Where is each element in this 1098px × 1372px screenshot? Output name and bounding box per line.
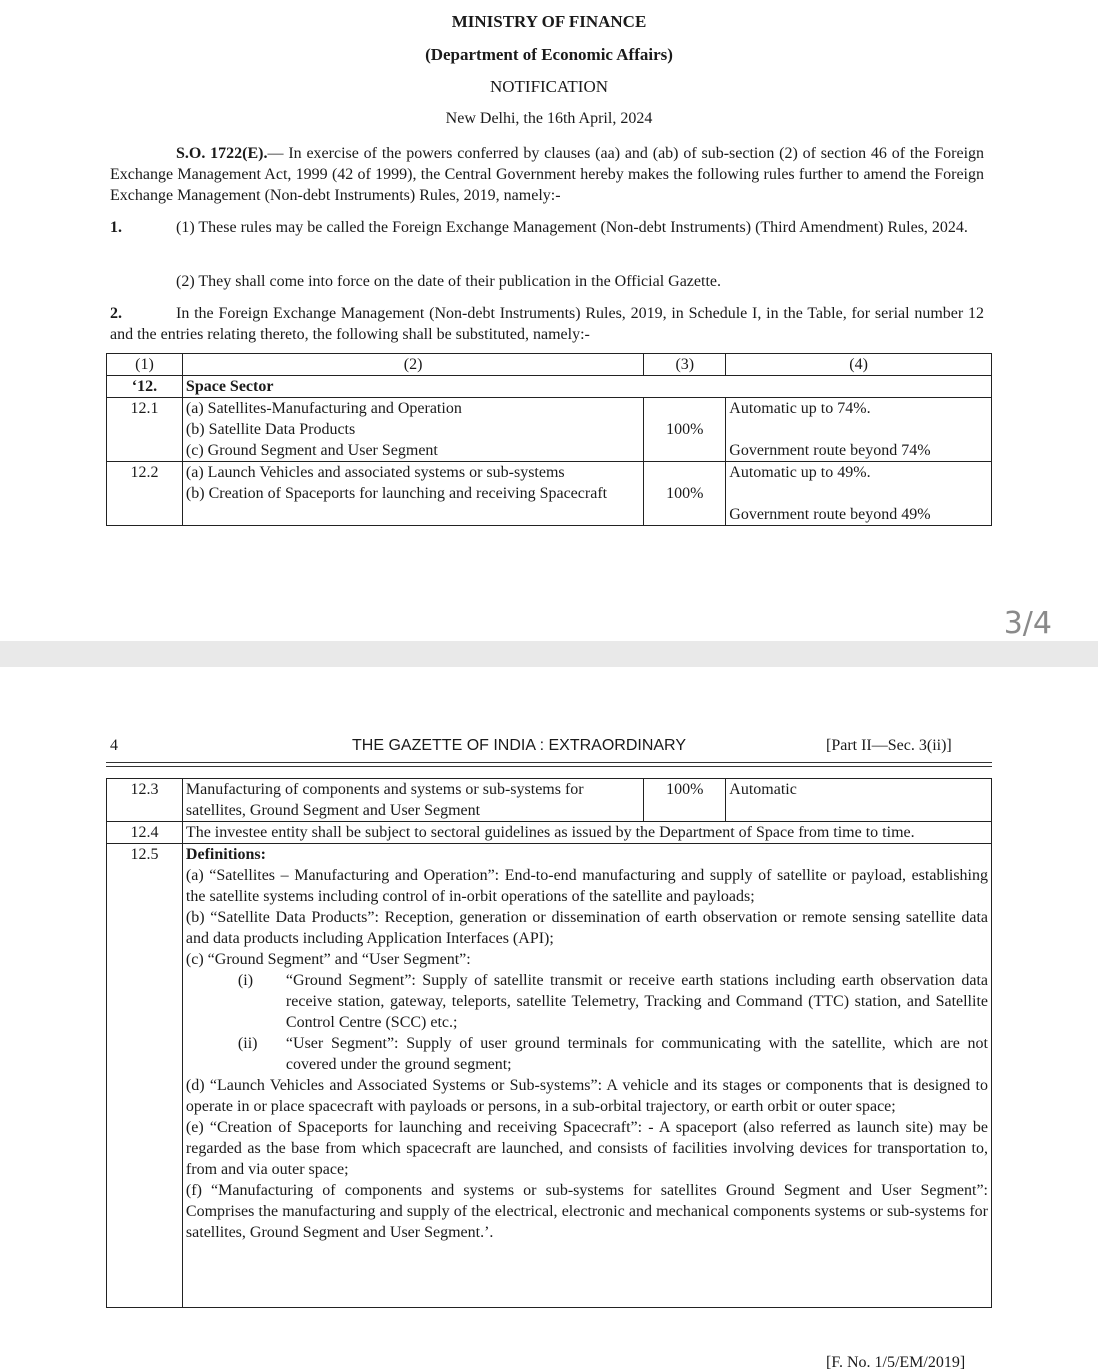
activity-item: (b) Satellite Data Products [185, 421, 356, 438]
definition-e: (e) “Creation of Spaceports for launching and receiving Spacecraft”: - A spaceport (also referred as launch site) may be regarded as the base from which spacecraft are launched, and consists of facilities involving devices for transportation to, from and via outer space; [185, 1119, 988, 1178]
definition-c: (c) “Ground Segment” and “User Segment”: [185, 951, 471, 968]
page-indicator: 3/4 [1003, 606, 1052, 641]
sector-name: Space Sector [182, 376, 991, 398]
guideline-cell: The investee entity shall be subject to sectoral guidelines as issued by the Department of Space from time to time. [182, 822, 991, 844]
gazette-title: THE GAZETTE OF INDIA : EXTRAORDINARY [352, 737, 686, 754]
definition-a: (a) “Satellites – Manufacturing and Operation”: End-to-end manufacturing and supply of satellite or payload, establishing the satellite systems including control of in-orbit operations of the satellite and payloads; [185, 867, 988, 905]
serial-number: 12.3 [107, 779, 183, 822]
activity-cell [182, 398, 643, 462]
definition-b: (b) “Satellite Data Products”: Reception, generation or dissemination of earth observation or remote sensing satellite data and data products including Application Interfaces (API); [185, 909, 988, 947]
serial-number: 12.1 [107, 398, 183, 462]
rule-2 [110, 303, 984, 345]
percentage-cell: 100% [644, 779, 726, 822]
percentage-cell: 100% [644, 398, 726, 462]
entry-route-cell [726, 398, 992, 462]
table-row [107, 779, 992, 822]
schedule-table-part2 [106, 778, 992, 1308]
department-heading: (Department of Economic Affairs) [425, 45, 673, 64]
activity-item: (c) Ground Segment and User Segment [185, 442, 438, 459]
table-row [107, 844, 992, 1308]
activity-cell [182, 462, 643, 526]
table-row [107, 822, 992, 844]
table-header-row [107, 354, 992, 376]
entry-route-cell: Automatic [726, 779, 992, 822]
header-rule [106, 766, 992, 767]
entry-route-cell [726, 462, 992, 526]
so-number: S.O. 1722(E). [176, 145, 268, 162]
notification-heading: NOTIFICATION [489, 77, 609, 96]
item-text: “Ground Segment”: Supply of satellite transmit or receive earth stations including earth observation data receive station, gateway, teleports, satellite Telemetry, Tracking and Command (TTC) station, and Satellite Control Centre (SCC) etc.; [285, 972, 988, 1031]
intro-text: — In exercise of the powers conferred by clauses (aa) and (ab) of sub-section (2) of section 46 of the Foreign Exchange Management Act, 1999 (42 of 1999), the Central Government hereby makes the following rules further to amend the Foreign Exchange Management (Non-debt Instruments) Rules, 2019, namely:- [110, 145, 985, 204]
header-cell: (3) [644, 354, 726, 376]
definition-c-i [186, 970, 988, 1033]
schedule-table-part1 [106, 353, 992, 526]
route-text: Government route beyond 49% [729, 506, 931, 523]
definition-f: (f) “Manufacturing of components and systems or sub-systems for satellites Ground Segment and User Segment”: Comprises the manufacturing and supply of the electrical, electronic and mechanical components systems or sub-systems for satellites, Ground Segment and User Segment.’. [185, 1182, 988, 1241]
rule-2-text: In the Foreign Exchange Management (Non-debt Instruments) Rules, 2019, in Schedule I, in the Table, for serial number 12 and the entries relating thereto, the following shall be substituted, namely:- [110, 305, 984, 343]
serial-number: 12.5 [107, 844, 183, 1308]
page-separator [0, 641, 1098, 667]
sector-number: ‘12. [107, 376, 183, 398]
serial-number: 12.2 [107, 462, 183, 526]
serial-number: 12.4 [107, 822, 183, 844]
definition-c-ii [186, 1033, 988, 1075]
route-text: Government route beyond 74% [729, 442, 931, 459]
activity-item: (b) Creation of Spaceports for launching and receiving Spacecraft [185, 485, 608, 502]
ministry-heading: MINISTRY OF FINANCE [451, 12, 647, 31]
header-cell: (1) [107, 354, 183, 376]
rule-1-text: (1) These rules may be called the Foreign Exchange Management (Non-debt Instruments) (Third Amendment) Rules, 2024. [176, 219, 968, 236]
rule-1 [110, 217, 984, 238]
activity-cell: Manufacturing of components and systems or sub-systems for satellites, Ground Segment and User Segment [182, 779, 643, 822]
item-number: (ii) [237, 1035, 258, 1052]
rule-1-2: (2) They shall come into force on the date of their publication in the Official Gazette. [176, 273, 721, 290]
definition-d: (d) “Launch Vehicles and Associated Systems or Sub-systems”: A vehicle and its stages or components that is designed to operate in or place spacecraft with payloads or persons, in a sub-orbital trajectory, or earth orbit or outer space; [185, 1077, 988, 1115]
item-number: (i) [237, 972, 254, 989]
definitions-cell [182, 844, 991, 1308]
header-rule [106, 762, 992, 763]
activity-item: (a) Satellites-Manufacturing and Operation [185, 400, 462, 417]
rule-2-number: 2. [110, 305, 122, 322]
rule-1-number: 1. [110, 219, 122, 236]
item-text: “User Segment”: Supply of user ground terminals for communicating with the satellite, which are not covered under the ground segment; [285, 1035, 988, 1073]
file-number: [F. No. 1/5/EM/2019] [826, 1354, 966, 1371]
route-text: Automatic up to 49%. [729, 464, 871, 481]
header-cell: (4) [726, 354, 992, 376]
page-number: 4 [110, 737, 118, 754]
place-date: New Delhi, the 16th April, 2024 [445, 110, 653, 127]
table-row [107, 462, 992, 526]
definitions-title: Definitions: [185, 846, 266, 863]
activity-item: (a) Launch Vehicles and associated systems or sub-systems [185, 464, 565, 481]
intro-paragraph [110, 143, 984, 206]
header-cell: (2) [182, 354, 643, 376]
route-text: Automatic up to 74%. [729, 400, 871, 417]
table-row [107, 398, 992, 462]
table-row [107, 376, 992, 398]
percentage-cell: 100% [644, 462, 726, 526]
gazette-part: [Part II—Sec. 3(ii)] [826, 737, 952, 754]
